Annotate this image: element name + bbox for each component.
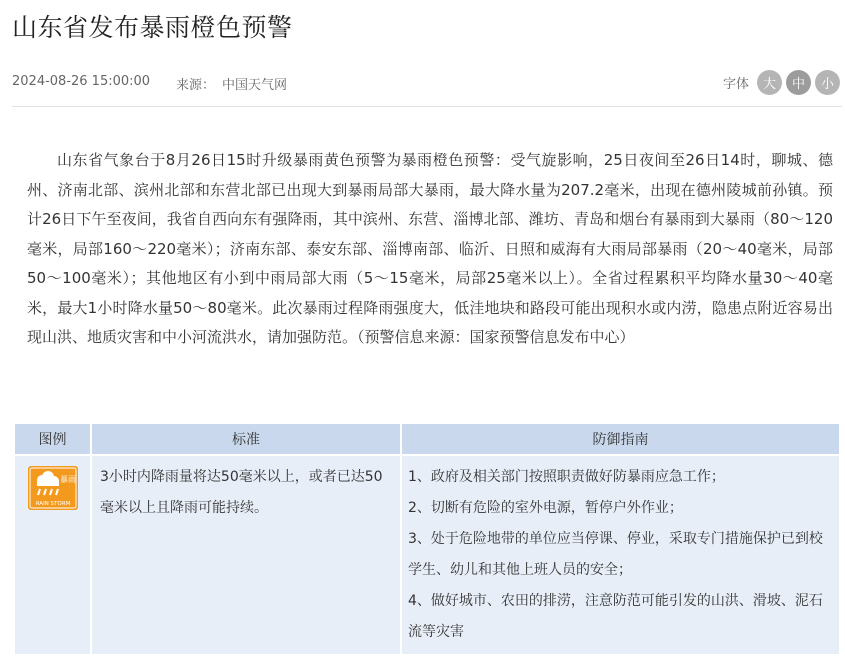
header-guide: 防御指南 (401, 423, 840, 455)
table-header-row (14, 423, 840, 455)
article-body: 山东省气象台于8月26日15时升级暴雨黄色预警为暴雨橙色预警：受气旋影响，25日夜间至26日14时，聊城、德州、济南北部、滨州北部和东营北部已出现大到暴雨局部大暴雨，最大降水量为207.2毫米，出现在德州陵城前孙镇。预计26日下午至夜间，我省自西向东有强降雨，其中滨州、东营、淄博北部、潍坊、青岛和烟台有暴雨到大暴雨（80～120毫米，局部160～220毫米）；济南东部、泰安东部、淄博南部、临沂、日照和威海有大雨局部暴雨（20～40毫米，局部50～100毫米）；其他地区有小到中雨局部大雨（5～15毫米，局部25毫米以上）。全省过程累积平均降水量30～40毫米，最大1小时降水量50～80毫米。此次暴雨过程降雨强度大，低洼地块和路段可能出现积水或内涝，隐患点附近容易出现山洪、地质灾害和中小河流洪水，请加强防范。（预警信息来源：国家预警信息发布中心） (27, 151, 833, 346)
rainstorm-orange-warning-icon (28, 466, 78, 510)
font-size-control (723, 70, 840, 95)
font-large-button[interactable]: 大 (757, 70, 782, 95)
guide-item: 1、政府及相关部门按照职责做好防暴雨应急工作； (408, 469, 725, 485)
guide-item: 3、处于危险地带的单位应当停课、停业，采取专门措施保护已到校学生、幼儿和其他上班人员的安全； (408, 531, 823, 578)
font-medium-button[interactable]: 中 (786, 70, 811, 95)
page-title: 山东省发布暴雨橙色预警 (12, 13, 293, 42)
publish-date: 2024-08-26 15:00:00 (12, 74, 151, 89)
guide-item: 4、做好城市、农田的排涝，注意防范可能引发的山洪、滑坡、泥石流等灾害 (408, 593, 823, 640)
font-size-label: 字体 (722, 77, 749, 92)
font-small-button[interactable]: 小 (815, 70, 840, 95)
svg-text:RAIN STORM: RAIN STORM (35, 501, 70, 507)
header-icon: 图例 (14, 423, 91, 455)
article-meta (12, 73, 840, 93)
icon-cell (14, 455, 91, 655)
source-label: 来源： (176, 78, 216, 93)
standard-cell: 3小时内降雨量将达50毫米以上，或者已达50毫米以上且降雨可能持续。 (91, 455, 401, 655)
header-standard: 标准 (91, 423, 401, 455)
guide-cell (401, 455, 840, 655)
guide-item: 2、切断有危险的室外电源，暂停户外作业； (408, 500, 683, 516)
svg-text:暴雨: 暴雨 (59, 475, 76, 484)
table-row (14, 455, 840, 655)
warning-guide-table (13, 422, 841, 656)
source-name: 中国天气网 (222, 78, 288, 93)
header-divider (12, 106, 842, 107)
